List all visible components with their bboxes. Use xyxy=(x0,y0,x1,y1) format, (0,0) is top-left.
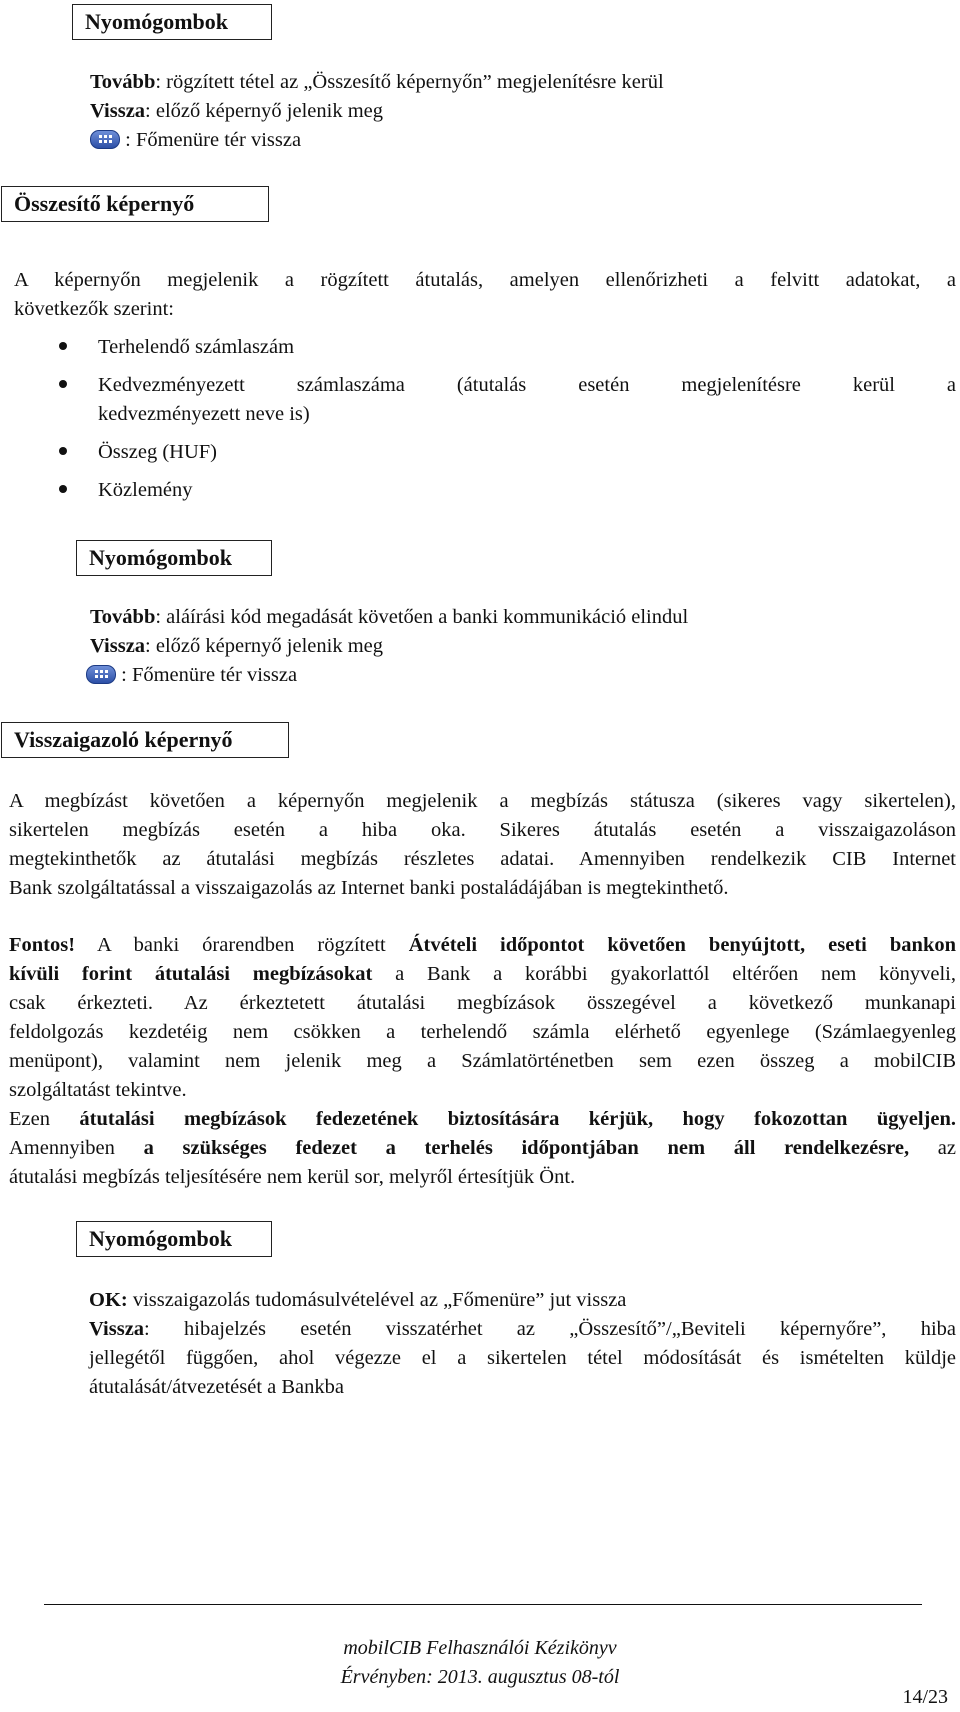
summary-item-amount: Összeg (HUF) xyxy=(98,441,217,463)
tovabb-label: Tovább xyxy=(90,606,156,628)
summary-item-beneficiary-account: Kedvezményezett számlaszáma (átutalás esetén megjelenítésre kerül a xyxy=(98,374,956,396)
menu-text: : Főmenüre tér vissza xyxy=(121,664,298,686)
fontos-line-2 xyxy=(9,960,956,989)
confirm-para-line: A megbízást követően a képernyőn megjelenik a megbízás státusza (sikeres vagy sikertelen), xyxy=(9,790,956,812)
amennyiben-tail-text: az xyxy=(909,1137,956,1159)
vissza-text: : hibajelzés esetén visszatérhet az „Összesítő”/„Beviteli képernyőre”, hiba xyxy=(144,1318,956,1340)
buttons-heading-3-text: Nyomógombok xyxy=(89,1226,233,1251)
main-menu-icon xyxy=(86,665,116,684)
confirm-para-line: Bank szolgáltatással a visszaigazolás az Internet banki postaládájában is megtekinthető. xyxy=(9,877,729,899)
amennyiben-line-2: átutalási megbízás teljesítésére nem kerül sor, melyről értesítjük Önt. xyxy=(9,1166,576,1188)
ok-text: visszaigazolás tudomásulvételével az „Főmenüre” jut vissza xyxy=(127,1289,627,1311)
fontos-text: A banki órarendben rögzített xyxy=(75,934,409,956)
fontos-line-5: menüpont), valamint nem jelenik meg a Számlatörténetben sem ezen összeg a mobilCIB xyxy=(9,1050,956,1072)
vissza-line-2 xyxy=(90,632,383,661)
ezen-text: Ezen xyxy=(9,1108,80,1130)
amennyiben-line-1 xyxy=(9,1134,956,1163)
amennyiben-text: Amennyiben xyxy=(9,1137,144,1159)
footer-validity: Érvényben: 2013. augusztus 08-tól xyxy=(340,1666,620,1688)
fontos-text: a Bank a korábbi gyakorlattól eltérően nem könyveli, xyxy=(372,963,956,985)
summary-intro-line-1: A képernyőn megjelenik a rögzített átutalás, amelyen ellenőrizheti a felvitt adatokat, a xyxy=(14,269,956,291)
ok-line xyxy=(89,1286,626,1315)
menu-text: : Főmenüre tér vissza xyxy=(125,129,302,151)
bullet-icon xyxy=(59,485,67,493)
tovabb-text: : rögzített tétel az „Összesítő képernyőn” megjelenítésre kerül xyxy=(155,71,664,93)
vissza-text: : előző képernyő jelenik meg xyxy=(145,635,383,657)
menu-line-2 xyxy=(86,661,297,690)
tovabb-label: Tovább xyxy=(90,71,156,93)
ezen-bold-text: átutalási megbízások fedezetének biztosítására kérjük, hogy fokozottan ügyeljen. xyxy=(79,1108,956,1130)
summary-screen-heading xyxy=(1,186,269,222)
fontos-bold-text: kívüli forint átutalási megbízásokat xyxy=(9,963,373,985)
vissza-line-3 xyxy=(89,1315,956,1344)
vissza-line-3b: jellegétől függően, ahol végezze el a sikertelen tétel módosítását és ismételten küldje xyxy=(89,1347,956,1369)
confirm-para-line: sikertelen megbízás esetén a hiba oka. Sikeres átutalás esetén a visszaigazoláson xyxy=(9,819,956,841)
confirm-screen-heading-text: Visszaigazoló képernyő xyxy=(14,727,233,752)
amennyiben-bold-text: a szükséges fedezet a terhelés időpontjában nem áll rendelkezésre, xyxy=(143,1137,910,1159)
fontos-line-3: csak érkezteti. Az érkeztetett átutalási megbízások összegével a következő munkanapi xyxy=(9,992,956,1014)
vissza-label: Vissza xyxy=(90,635,146,657)
fontos-label: Fontos! xyxy=(9,934,76,956)
summary-item-beneficiary-account-cont: kedvezményezett neve is) xyxy=(98,403,310,425)
tovabb-text: : aláírási kód megadását követően a banki kommunikáció elindul xyxy=(155,606,689,628)
fontos-line-1 xyxy=(9,931,956,960)
ezen-line xyxy=(9,1105,956,1134)
buttons-heading-1 xyxy=(72,4,272,40)
confirm-para-line: megtekinthetők az átutalási megbízás részletes adatai. Amennyiben rendelkezik CIB Internet xyxy=(9,848,956,870)
confirm-screen-heading xyxy=(1,722,289,758)
summary-item-message: Közlemény xyxy=(98,479,193,501)
fontos-line-6: szolgáltatást tekintve. xyxy=(9,1079,187,1101)
ok-label: OK: xyxy=(89,1289,128,1311)
vissza-text: : előző képernyő jelenik meg xyxy=(145,100,383,122)
summary-screen-heading-text: Összesítő képernyő xyxy=(14,191,195,216)
buttons-heading-2 xyxy=(76,540,272,576)
page-number: 14/23 xyxy=(902,1686,948,1708)
fontos-bold-text: Átvételi időpontot követően benyújtott, eseti bankon xyxy=(408,934,956,956)
vissza-label: Vissza xyxy=(90,100,146,122)
bullet-icon xyxy=(59,380,67,388)
summary-intro-line-2: következők szerint: xyxy=(14,298,174,320)
main-menu-icon xyxy=(90,130,120,149)
fontos-line-4: feldolgozás kezdetéig nem csökken a terhelendő számla elérhető egyenlege (Számlaegyenleg xyxy=(9,1021,956,1043)
footer-title: mobilCIB Felhasználói Kézikönyv xyxy=(343,1637,617,1659)
tovabb-line-1 xyxy=(90,68,664,97)
tovabb-line-2 xyxy=(90,603,688,632)
menu-line-1 xyxy=(90,126,301,155)
buttons-heading-2-text: Nyomógombok xyxy=(89,545,233,570)
buttons-heading-3 xyxy=(76,1221,272,1257)
vissza-line-1 xyxy=(90,97,383,126)
summary-item-debit-account: Terhelendő számlaszám xyxy=(98,336,295,358)
vissza-label: Vissza xyxy=(89,1318,145,1340)
buttons-heading-1-text: Nyomógombok xyxy=(85,9,229,34)
vissza-line-3c: átutalását/átvezetését a Bankba xyxy=(89,1376,344,1398)
bullet-icon xyxy=(59,342,67,350)
footer-rule xyxy=(44,1604,922,1605)
bullet-icon xyxy=(59,447,67,455)
